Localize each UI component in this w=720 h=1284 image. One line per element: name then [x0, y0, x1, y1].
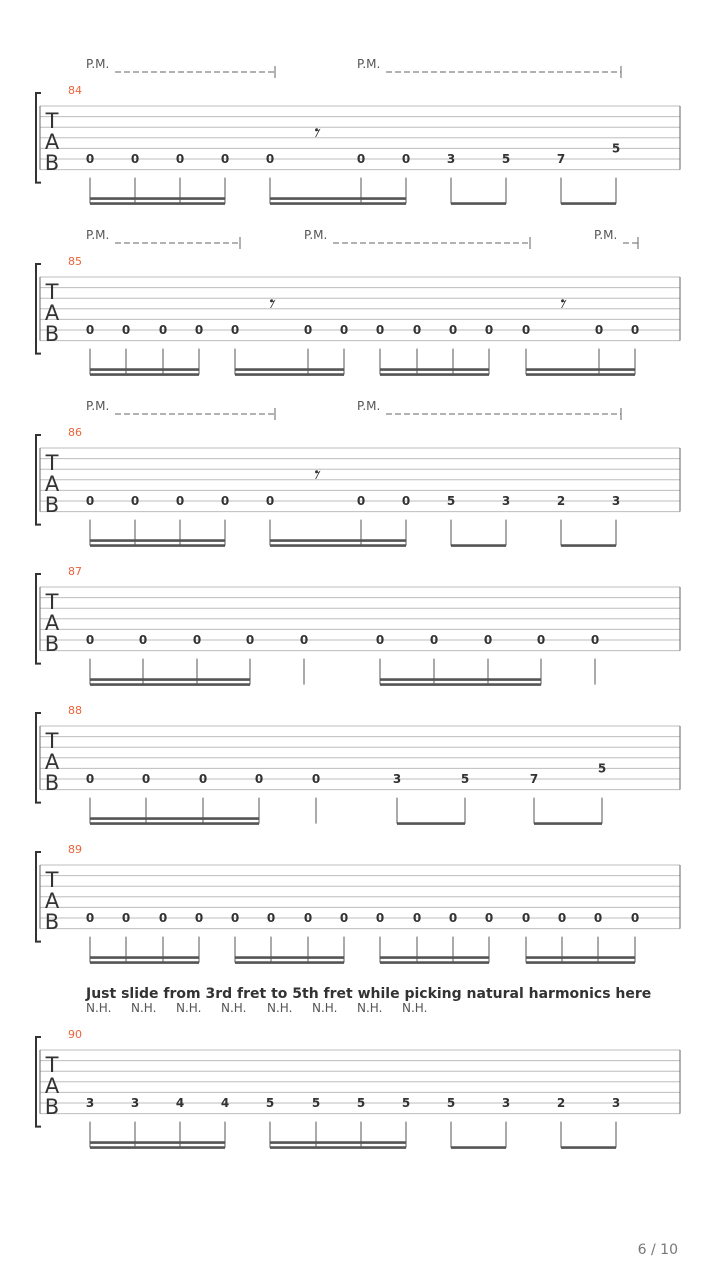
- natural-harmonic-label: N.H.: [267, 1001, 293, 1015]
- fret-number: 3: [85, 1096, 95, 1110]
- fret-number: 0: [484, 911, 494, 925]
- tab-clef-letter: A: [44, 1074, 60, 1098]
- rest-symbol: 𝄾: [311, 461, 319, 489]
- fret-number: 7: [556, 152, 566, 166]
- tab-system: [36, 57, 680, 204]
- fret-number: 5: [501, 152, 511, 166]
- tab-system: [36, 843, 680, 963]
- fret-number: 4: [175, 1096, 185, 1110]
- fret-number: 2: [556, 1096, 566, 1110]
- fret-number: 3: [501, 494, 511, 508]
- natural-harmonic-label: N.H.: [221, 1001, 247, 1015]
- tab-system: [36, 228, 680, 375]
- fret-number: 5: [611, 141, 621, 156]
- fret-number: 0: [303, 911, 313, 925]
- tab-system: [36, 704, 680, 824]
- tab-clef-letter: A: [44, 889, 60, 913]
- measure-number: 85: [68, 255, 82, 268]
- tab-system: [36, 986, 680, 1148]
- fret-number: 0: [198, 772, 208, 786]
- fret-number: 5: [460, 772, 470, 786]
- tab-system: [36, 565, 680, 685]
- tab-clef-letter: B: [44, 910, 60, 934]
- fret-number: 0: [85, 772, 95, 786]
- fret-number: 0: [593, 911, 603, 925]
- fret-number: 0: [311, 772, 321, 786]
- fret-number: 5: [356, 1096, 366, 1110]
- fret-number: 5: [401, 1096, 411, 1110]
- fret-number: 0: [158, 323, 168, 337]
- fret-number: 3: [392, 772, 402, 786]
- fret-number: 0: [521, 911, 531, 925]
- fret-number: 0: [448, 911, 458, 925]
- rest-symbol: 𝄾: [557, 290, 565, 318]
- natural-harmonic-label: N.H.: [357, 1001, 383, 1015]
- fret-number: 0: [265, 494, 275, 508]
- tab-clef-letter: A: [44, 301, 60, 325]
- fret-number: 0: [158, 911, 168, 925]
- fret-number: 0: [220, 152, 230, 166]
- fret-number: 0: [192, 633, 202, 647]
- tab-clef-letter: T: [45, 1053, 59, 1077]
- fret-number: 0: [175, 494, 185, 508]
- palm-mute-label: P.M.: [594, 228, 618, 242]
- natural-harmonic-label: N.H.: [86, 1001, 112, 1015]
- fret-number: 0: [590, 633, 600, 647]
- tab-clef-letter: A: [44, 750, 60, 774]
- measure-number: 87: [68, 565, 82, 578]
- palm-mute-label: P.M.: [304, 228, 328, 242]
- tab-clef-letter: T: [45, 868, 59, 892]
- fret-number: 3: [446, 152, 456, 166]
- fret-number: 5: [311, 1096, 321, 1110]
- measure-number: 86: [68, 426, 82, 439]
- tab-clef-letter: A: [44, 611, 60, 635]
- fret-number: 0: [194, 323, 204, 337]
- fret-number: 0: [265, 152, 275, 166]
- fret-number: 0: [356, 494, 366, 508]
- tab-clef-letter: B: [44, 1095, 60, 1119]
- fret-number: 0: [375, 911, 385, 925]
- fret-number: 0: [356, 152, 366, 166]
- fret-number: 7: [529, 772, 539, 786]
- fret-number: 0: [121, 323, 131, 337]
- fret-number: 0: [412, 323, 422, 337]
- fret-number: 0: [375, 323, 385, 337]
- rest-symbol: 𝄾: [311, 119, 319, 147]
- tab-clef-letter: B: [44, 632, 60, 656]
- measure-number: 84: [68, 84, 82, 97]
- tab-clef-letter: T: [45, 590, 59, 614]
- fret-number: 3: [611, 494, 621, 508]
- fret-number: 0: [536, 633, 546, 647]
- fret-number: 0: [138, 633, 148, 647]
- fret-number: 0: [594, 323, 604, 337]
- fret-number: 0: [339, 911, 349, 925]
- fret-number: 4: [220, 1096, 230, 1110]
- fret-number: 0: [254, 772, 264, 786]
- fret-number: 0: [230, 911, 240, 925]
- measure-number: 90: [68, 1028, 82, 1041]
- page-number: 6 / 10: [637, 1242, 678, 1258]
- fret-number: 5: [597, 761, 607, 776]
- fret-number: 0: [85, 152, 95, 166]
- measure-number: 88: [68, 704, 82, 717]
- fret-number: 5: [265, 1096, 275, 1110]
- fret-number: 0: [85, 323, 95, 337]
- natural-harmonic-label: N.H.: [131, 1001, 157, 1015]
- fret-number: 2: [556, 494, 566, 508]
- fret-number: 0: [121, 911, 131, 925]
- fret-number: 0: [521, 323, 531, 337]
- tab-clef-letter: T: [45, 451, 59, 475]
- fret-number: 5: [446, 1096, 456, 1110]
- fret-number: 0: [230, 323, 240, 337]
- fret-number: 0: [448, 323, 458, 337]
- fret-number: 0: [245, 633, 255, 647]
- fret-number: 0: [299, 633, 309, 647]
- fret-number: 0: [339, 323, 349, 337]
- tab-clef-letter: B: [44, 322, 60, 346]
- fret-number: 0: [85, 494, 95, 508]
- natural-harmonic-label: N.H.: [176, 1001, 202, 1015]
- tab-clef-letter: A: [44, 130, 60, 154]
- palm-mute-label: P.M.: [86, 57, 110, 71]
- natural-harmonic-label: N.H.: [312, 1001, 338, 1015]
- fret-number: 0: [85, 633, 95, 647]
- fret-number: 0: [130, 494, 140, 508]
- fret-number: 0: [175, 152, 185, 166]
- natural-harmonic-label: N.H.: [402, 1001, 428, 1015]
- tab-clef-letter: T: [45, 280, 59, 304]
- tab-clef-letter: B: [44, 151, 60, 175]
- fret-number: 3: [130, 1096, 140, 1110]
- fret-number: 3: [611, 1096, 621, 1110]
- palm-mute-label: P.M.: [357, 57, 381, 71]
- fret-number: 3: [501, 1096, 511, 1110]
- fret-number: 0: [141, 772, 151, 786]
- fret-number: 0: [630, 911, 640, 925]
- fret-number: 0: [85, 911, 95, 925]
- fret-number: 0: [375, 633, 385, 647]
- tab-clef-letter: T: [45, 729, 59, 753]
- fret-number: 0: [401, 152, 411, 166]
- fret-number: 0: [266, 911, 276, 925]
- tab-clef-letter: T: [45, 109, 59, 133]
- palm-mute-label: P.M.: [86, 399, 110, 413]
- measure-number: 89: [68, 843, 82, 856]
- tab-clef-letter: B: [44, 771, 60, 795]
- fret-number: 0: [130, 152, 140, 166]
- rest-symbol: 𝄾: [266, 290, 274, 318]
- annotation-text: Just slide from 3rd fret to 5th fret while picking natural harmonics here: [86, 986, 652, 1002]
- fret-number: 0: [630, 323, 640, 337]
- palm-mute-label: P.M.: [357, 399, 381, 413]
- fret-number: 0: [483, 633, 493, 647]
- tab-clef-letter: B: [44, 493, 60, 517]
- fret-number: 0: [484, 323, 494, 337]
- fret-number: 5: [446, 494, 456, 508]
- fret-number: 0: [412, 911, 422, 925]
- tab-system: [36, 399, 680, 546]
- fret-number: 0: [557, 911, 567, 925]
- fret-number: 0: [401, 494, 411, 508]
- tab-clef-letter: A: [44, 472, 60, 496]
- palm-mute-label: P.M.: [86, 228, 110, 242]
- fret-number: 0: [220, 494, 230, 508]
- fret-number: 0: [429, 633, 439, 647]
- fret-number: 0: [194, 911, 204, 925]
- fret-number: 0: [303, 323, 313, 337]
